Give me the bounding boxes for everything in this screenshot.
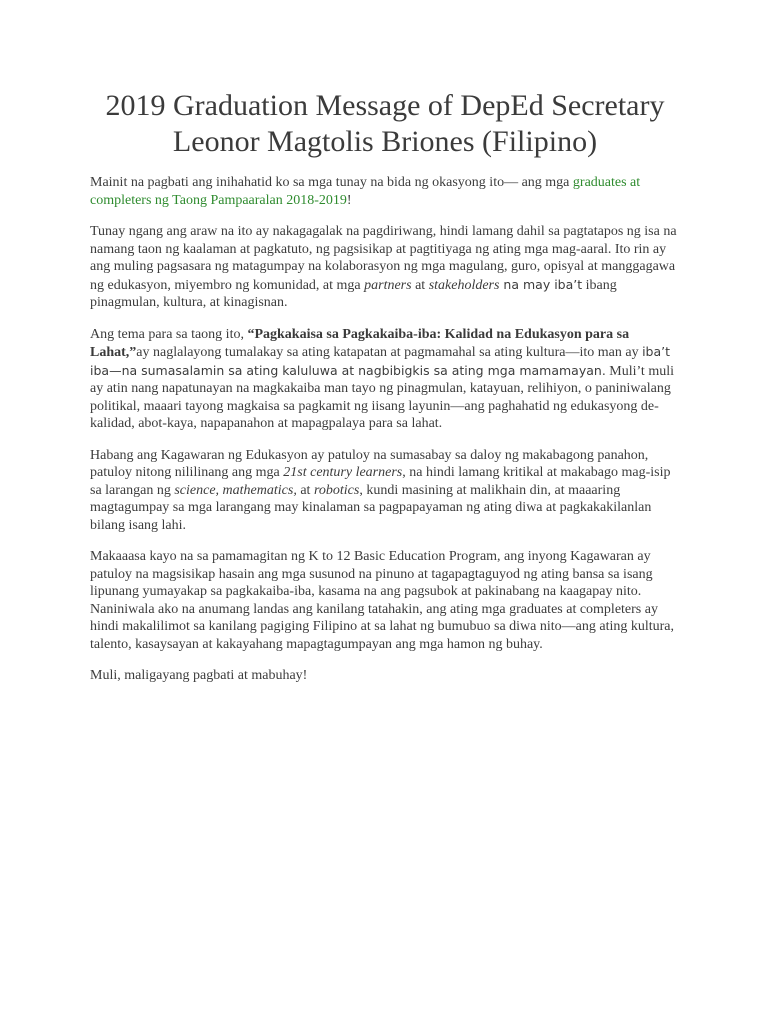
theme-text: ay naglalayong tumalakay sa ating katapatan at pagmamahal sa ating kultura—ito man ay [136,345,643,360]
theme-sans-text: iba’t iba—na sumasalamin sa ating kaluluwa at nagbibigkis sa ating mga mamamayan. [90,344,671,378]
paragraph-k12: Makaaasa kayo na sa pamamagitan ng K to 12 Basic Education Program, ang inyong Kagawaran ay patuloy na magsisikap hasain ang mga susunod na pinuno at tagapagtaguyod ng ating bansa sa isang lipunang yumayakap sa pagkakaiba-iba, kasama na ang pagsubok at pakinabang na kaagapay nito. Naniniwala ako na anumang landas ang kanilang tatahakin, ang ating mga graduates at completers ay hindi makalilimot sa kanilang pagiging Filipino at sa lahat ng bumubuo sa diwa nito—ang ating kultura, talento, kasaysayan at kakayahang mapagtagumpayan ang mga hamon ng buhay. [90,549,675,652]
learners-text: Habang ang Kagawaran ng Edukasyon ay patuloy na sumasabay sa daloy ng makabagong panahon, patuloy nitong nililinang ang mga [90,447,649,480]
graduates-highlight: graduates at completers ng Taong Pampaaralan 2018-2019 [90,175,641,208]
greeting-end: ! [346,192,352,208]
paragraph-learners [90,447,680,535]
document-title: 2019 Graduation Message of DepEd Secretary Leonor Magtolis Briones (Filipino) [105,89,665,158]
learners-and: at [296,482,314,498]
learners-term: 21st century learners [283,465,403,480]
theme-title: “Pagkakaisa sa Pagkakaiba-iba: Kalidad na Edukasyon para sa Lahat,” [90,326,630,360]
paragraph-closing: Muli, maligayang pagbati at mabuhay! [90,668,308,683]
celebration-sans-text: na may iba’t [499,276,583,292]
learners-end: , kundi masining at malikhain din, at maaaring magtagumpay sa mga larangang may kinalaman sa pagpapayaman ng ating diwa at pagkakakilanlan bilang isang lahi. [90,482,652,533]
greeting-text: Mainit na pagbati ang inihahatid ko sa mga tunay na bida ng okasyong ito— ang mga [90,175,573,190]
paragraph-celebration [90,223,680,312]
theme-end: Muli’t muli ay atin nang napatunayan na magkakaiba man tayo ng pinagmulan, katayuan, relihiyon, o paniniwalang politikal, maaari tayong magkaisa sa pagkamit ng iisang layunin—ang paghahatid ng edukasyong de-kalidad, abot-kaya, napapanahon at mapagpalaya para sa lahat. [90,363,674,431]
stakeholders-term: stakeholders [428,277,500,293]
document-page [90,88,680,699]
robotics-term: robotics [313,482,360,498]
celebration-and: at [411,277,429,293]
partners-term: partners [364,277,412,293]
celebration-end: ibang pinagmulan, kultura, at kinagisnan. [90,277,617,310]
paragraph-greeting [90,174,680,209]
science-term: science, mathematics, [174,482,297,498]
theme-intro: Ang tema para sa taong ito, [90,326,248,342]
learners-mid: , na hindi lamang kritikal at makabago mag-isip sa larangan ng [90,465,671,498]
paragraph-theme [90,326,680,433]
celebration-text: Tunay ngang ang araw na ito ay nakagagalak na pagdiriwang, hindi lamang dahil sa pagtatapos ng isa na namang taon ng kaalaman at pagkatuto, ng pagsisikap at pagtitiyaga ng ating mga mag-aaral. Ito rin ay ang muling pagsasara ng matagumpay na kolaborasyon ng mga magulang, guro, opisyal at manggagawa ng edukasyon, miyembro ng komunidad, at mga [90,224,677,293]
